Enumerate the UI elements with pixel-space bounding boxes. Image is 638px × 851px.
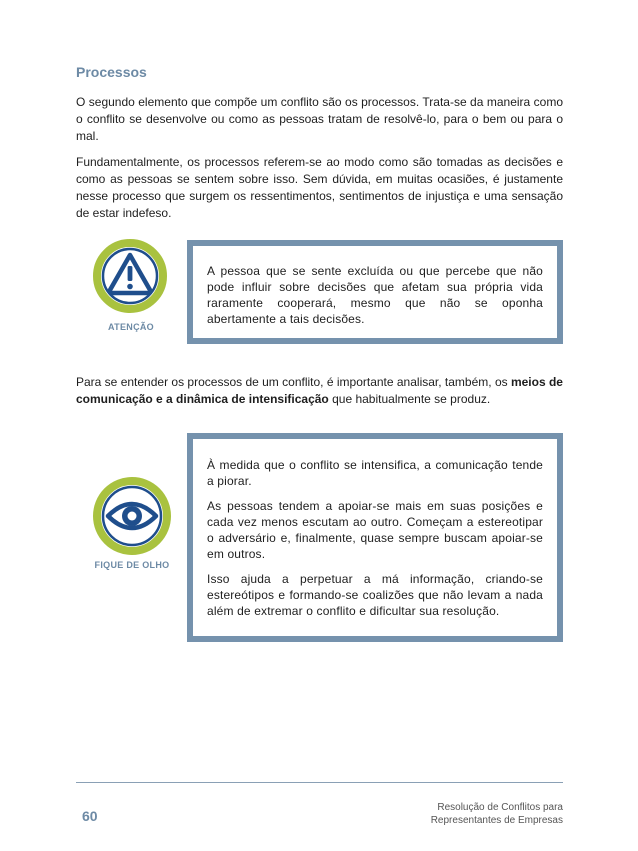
watch-callout-text [207,457,543,628]
footer-divider [76,782,563,783]
watch-callout-box [187,433,563,642]
paragraph-1: O segundo elemento que compõe um conflito são os processos. Trata-se da maneira como o conflito se desenvolve ou como as pessoas tratam de resolvê-lo, para o bem ou para o mal. [76,95,563,143]
watch-paragraph-1: À medida que o conflito se intensifica, a comunicação tende a piorar. [207,458,543,488]
footer-title-line-2: Representantes de Empresas [430,815,563,826]
paragraph-3-start: Para se entender os processos de um conflito, é importante analisar, também, os [76,375,511,389]
section-title: Processos [76,64,147,80]
attention-label: ATENÇÃO [108,322,154,332]
eye-icon [92,476,172,556]
watch-label: FIQUE DE OLHO [94,560,170,570]
footer-title-line-1: Resolução de Conflitos para [437,802,563,813]
paragraph-3-emphasis: meios de comunicação e a dinâmica de intensificação [76,375,563,406]
paragraph-3-end: que habitualmente se produz. [328,392,491,406]
watch-paragraph-3: Isso ajuda a perpetuar a má informação, criando-se estereótipos e formando-se coalizões que não levam a nada além de extremar o conflito e dificultar sua resolução. [207,572,543,618]
warning-triangle-icon [92,238,168,314]
paragraph-3 [76,374,563,408]
attention-callout-box [187,240,563,344]
page-number: 60 [82,808,98,824]
watch-paragraph-2: As pessoas tendem a apoiar-se mais em suas posições e cada vez menos escutam ao outro. Começam a estereotipar o adversário e, finalmente, quase sempre buscam apoiar-se em outros. [207,499,543,561]
attention-callout-text: A pessoa que se sente excluída ou que percebe que não pode influir sobre decisões que afetam sua própria vida raramente cooperará, mesmo que não se oponha abertamente a tais decisões. [207,264,543,326]
footer-book-title [431,801,563,827]
paragraph-2: Fundamentalmente, os processos referem-se ao modo como são tomadas as decisões e como as pessoas se sentem sobre isso. Sem dúvida, em muitas ocasiões, é justamente nesse processo que surgem os ressentimentos, sentimentos de injustiça e uma sensação de estar indefeso. [76,155,563,220]
